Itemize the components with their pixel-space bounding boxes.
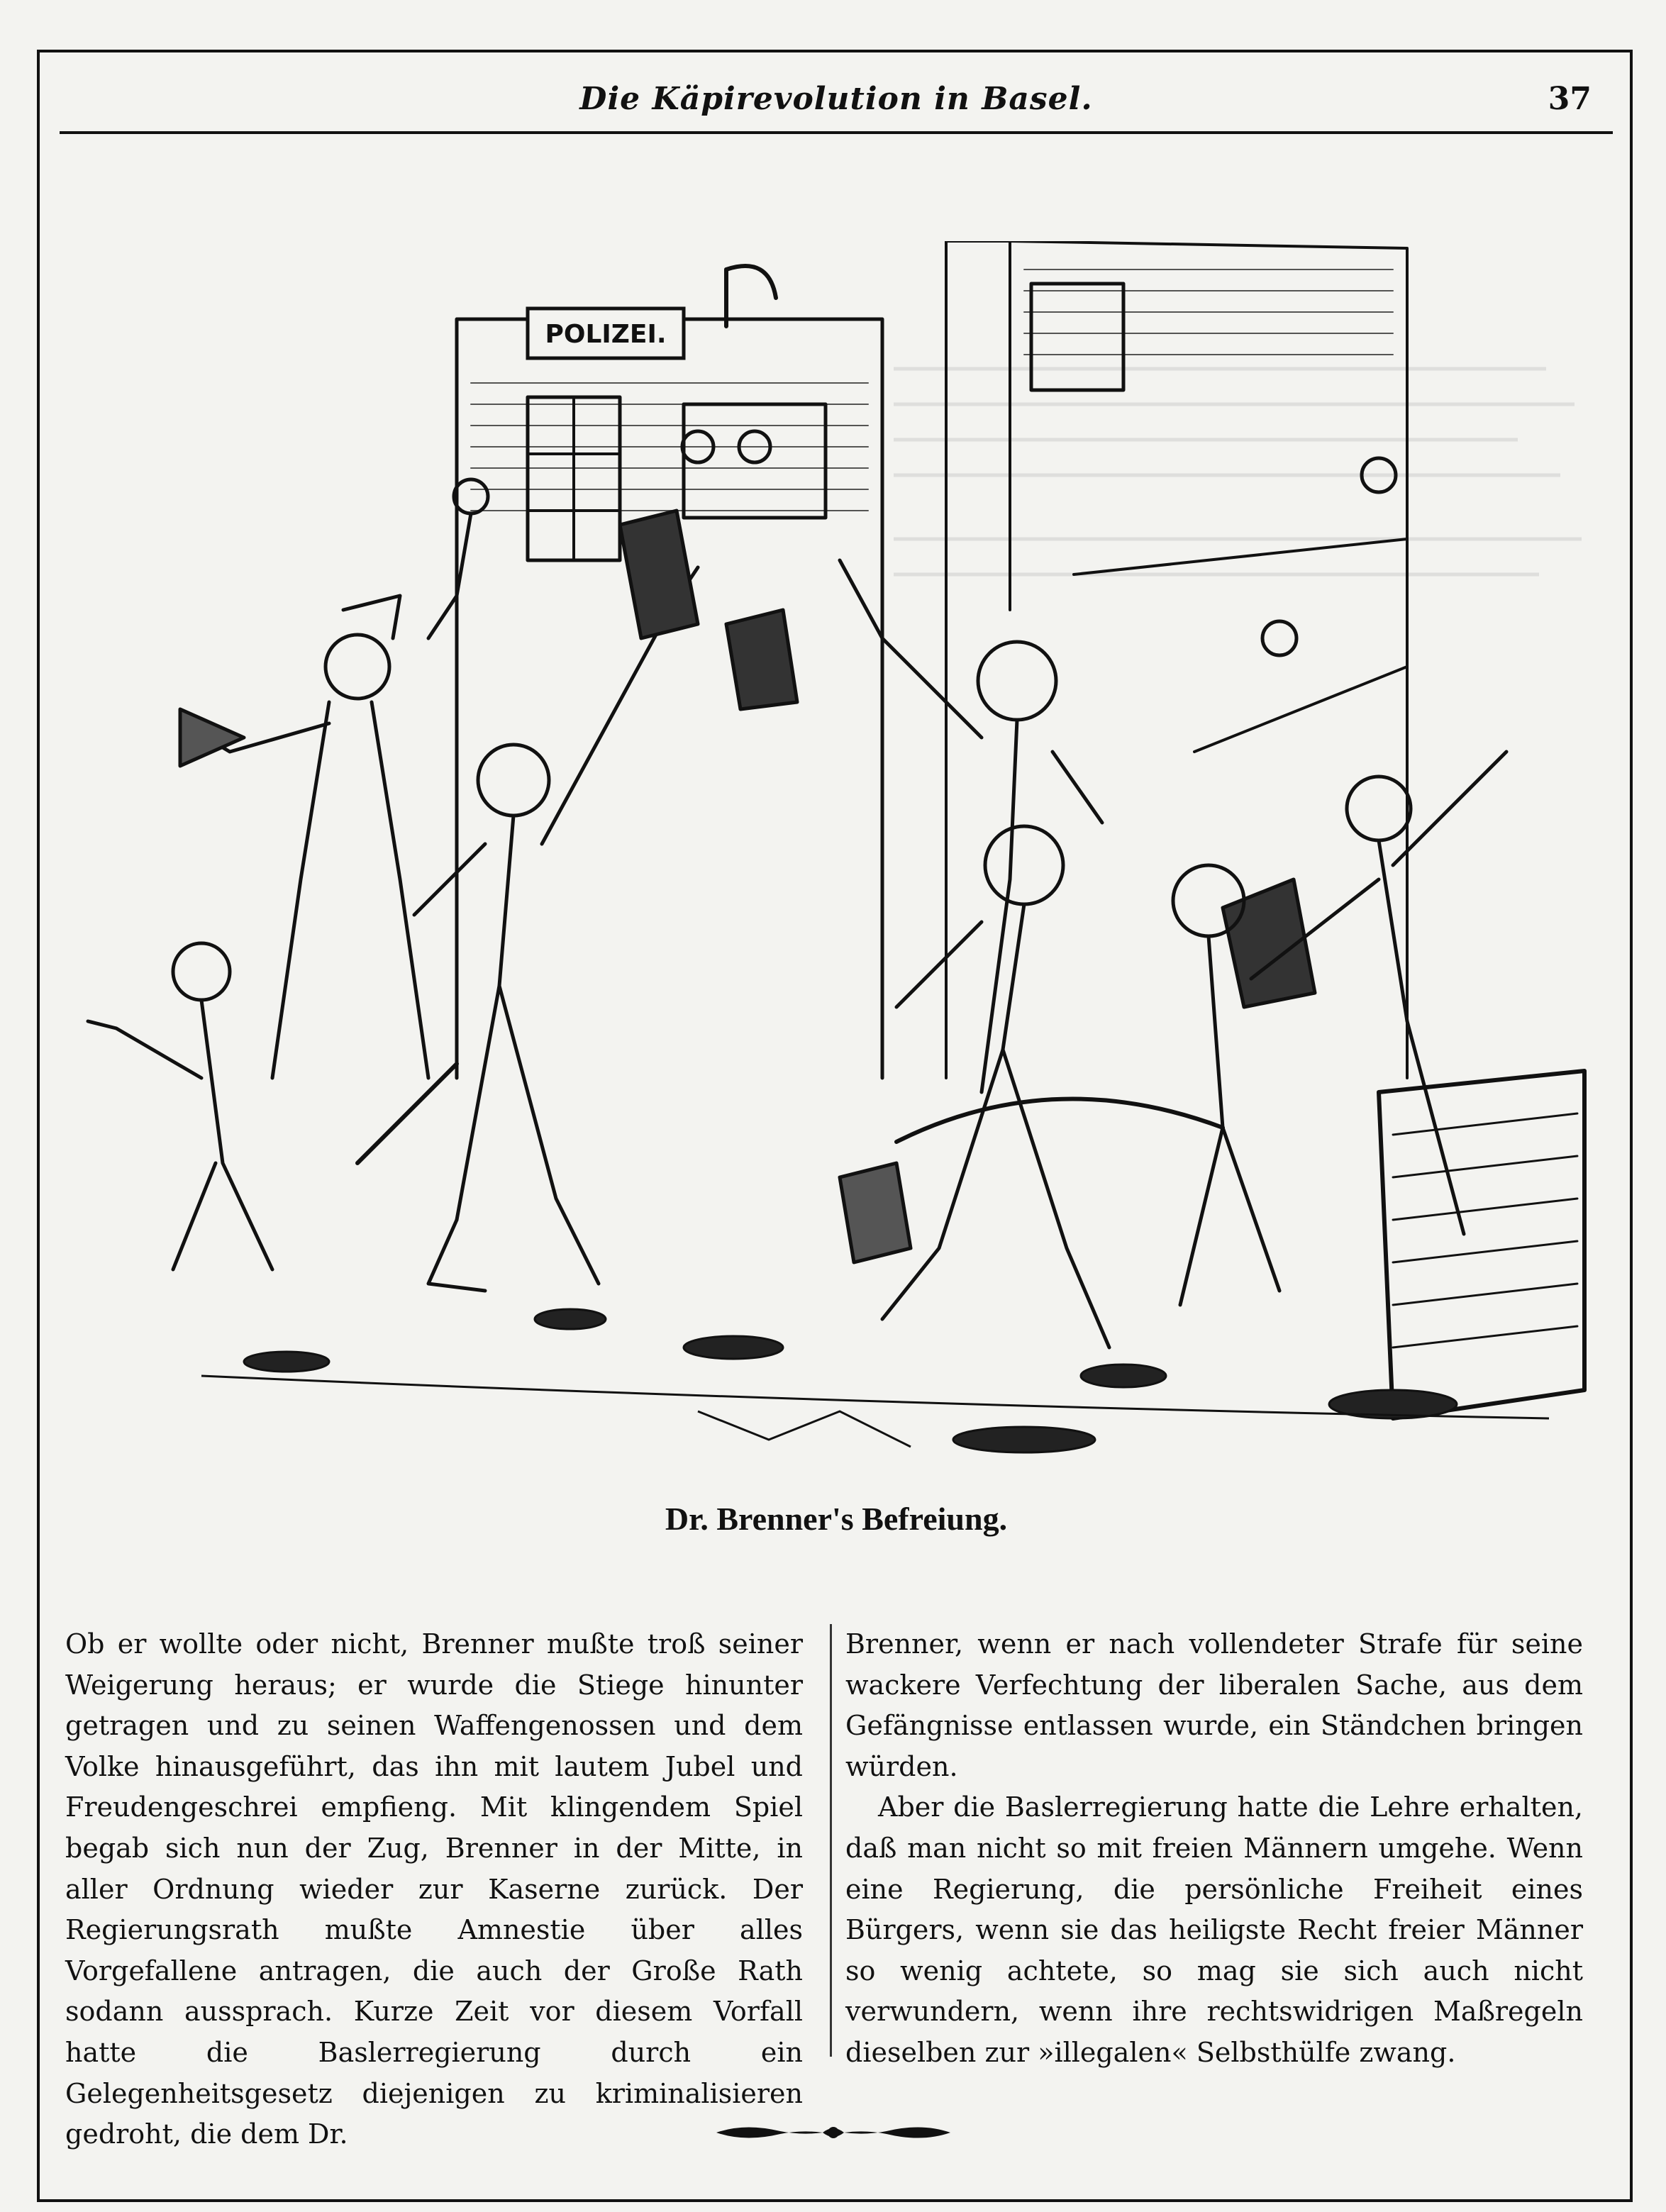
ornament-divider (716, 2117, 950, 2148)
column-divider (830, 1624, 832, 2057)
running-title: Die Käpirevolution in Basel. (579, 81, 1093, 117)
body-text (65, 1624, 1611, 2150)
polizei-sign-text: POLIZEI. (545, 320, 667, 349)
page-number: 37 (1548, 81, 1592, 117)
engraving-illustration (60, 241, 1613, 1475)
right-column (845, 1624, 1583, 2074)
running-header (60, 78, 1613, 128)
left-column-paragraph: Ob er wollte oder nicht, Brenner mußte troß seiner Weigerung heraus; er wurde die Stiege hinunter getragen und zu seinen Waffengenossen und dem Volke hinausgeführt, das ihn mit lautem Jubel und Freudengeschrei empfieng. Mit klingendem Spiel begab sich nun der Zug, Brenner in der Mitte, in aller Ordnung wieder zur Kaserne zurück. Der Regierungsrath mußte Amnestie über alles Vorgefallene antragen, die auch der Große Rath sodann aussprach. Kurze Zeit vor diesem Vorfall hatte die Baslerregierung durch ein Gelegenheitsgesetz diejenigen zu kriminalisieren gedroht, die dem Dr. (65, 1628, 803, 2150)
header-rule (60, 131, 1613, 134)
right-column-paragraph: Aber die Baslerregierung hatte die Lehre erhalten, daß man nicht so mit freien Männern umgehe. Wenn eine Regierung, die persönliche Freiheit eines Bürgers, wenn sie das heiligste Recht freier Männer so wenig achtete, so mag sie sich auch nicht verwundern, wenn ihre rechtswidrigen Maßregeln dieselben zur »illegalen« Selbsthülfe zwang. (845, 1791, 1583, 2068)
polizei-sign (528, 309, 684, 358)
left-column (65, 1624, 803, 2155)
illustration-caption: Dr. Brenner's Befreiung. (665, 1501, 1008, 1537)
right-column-paragraph: Brenner, wenn er nach vollendeter Strafe für seine wackere Verfechtung der liberalen Sache, aus dem Gefängnisse entlassen wurde, ein Ständchen bringen würden. (845, 1628, 1583, 1782)
